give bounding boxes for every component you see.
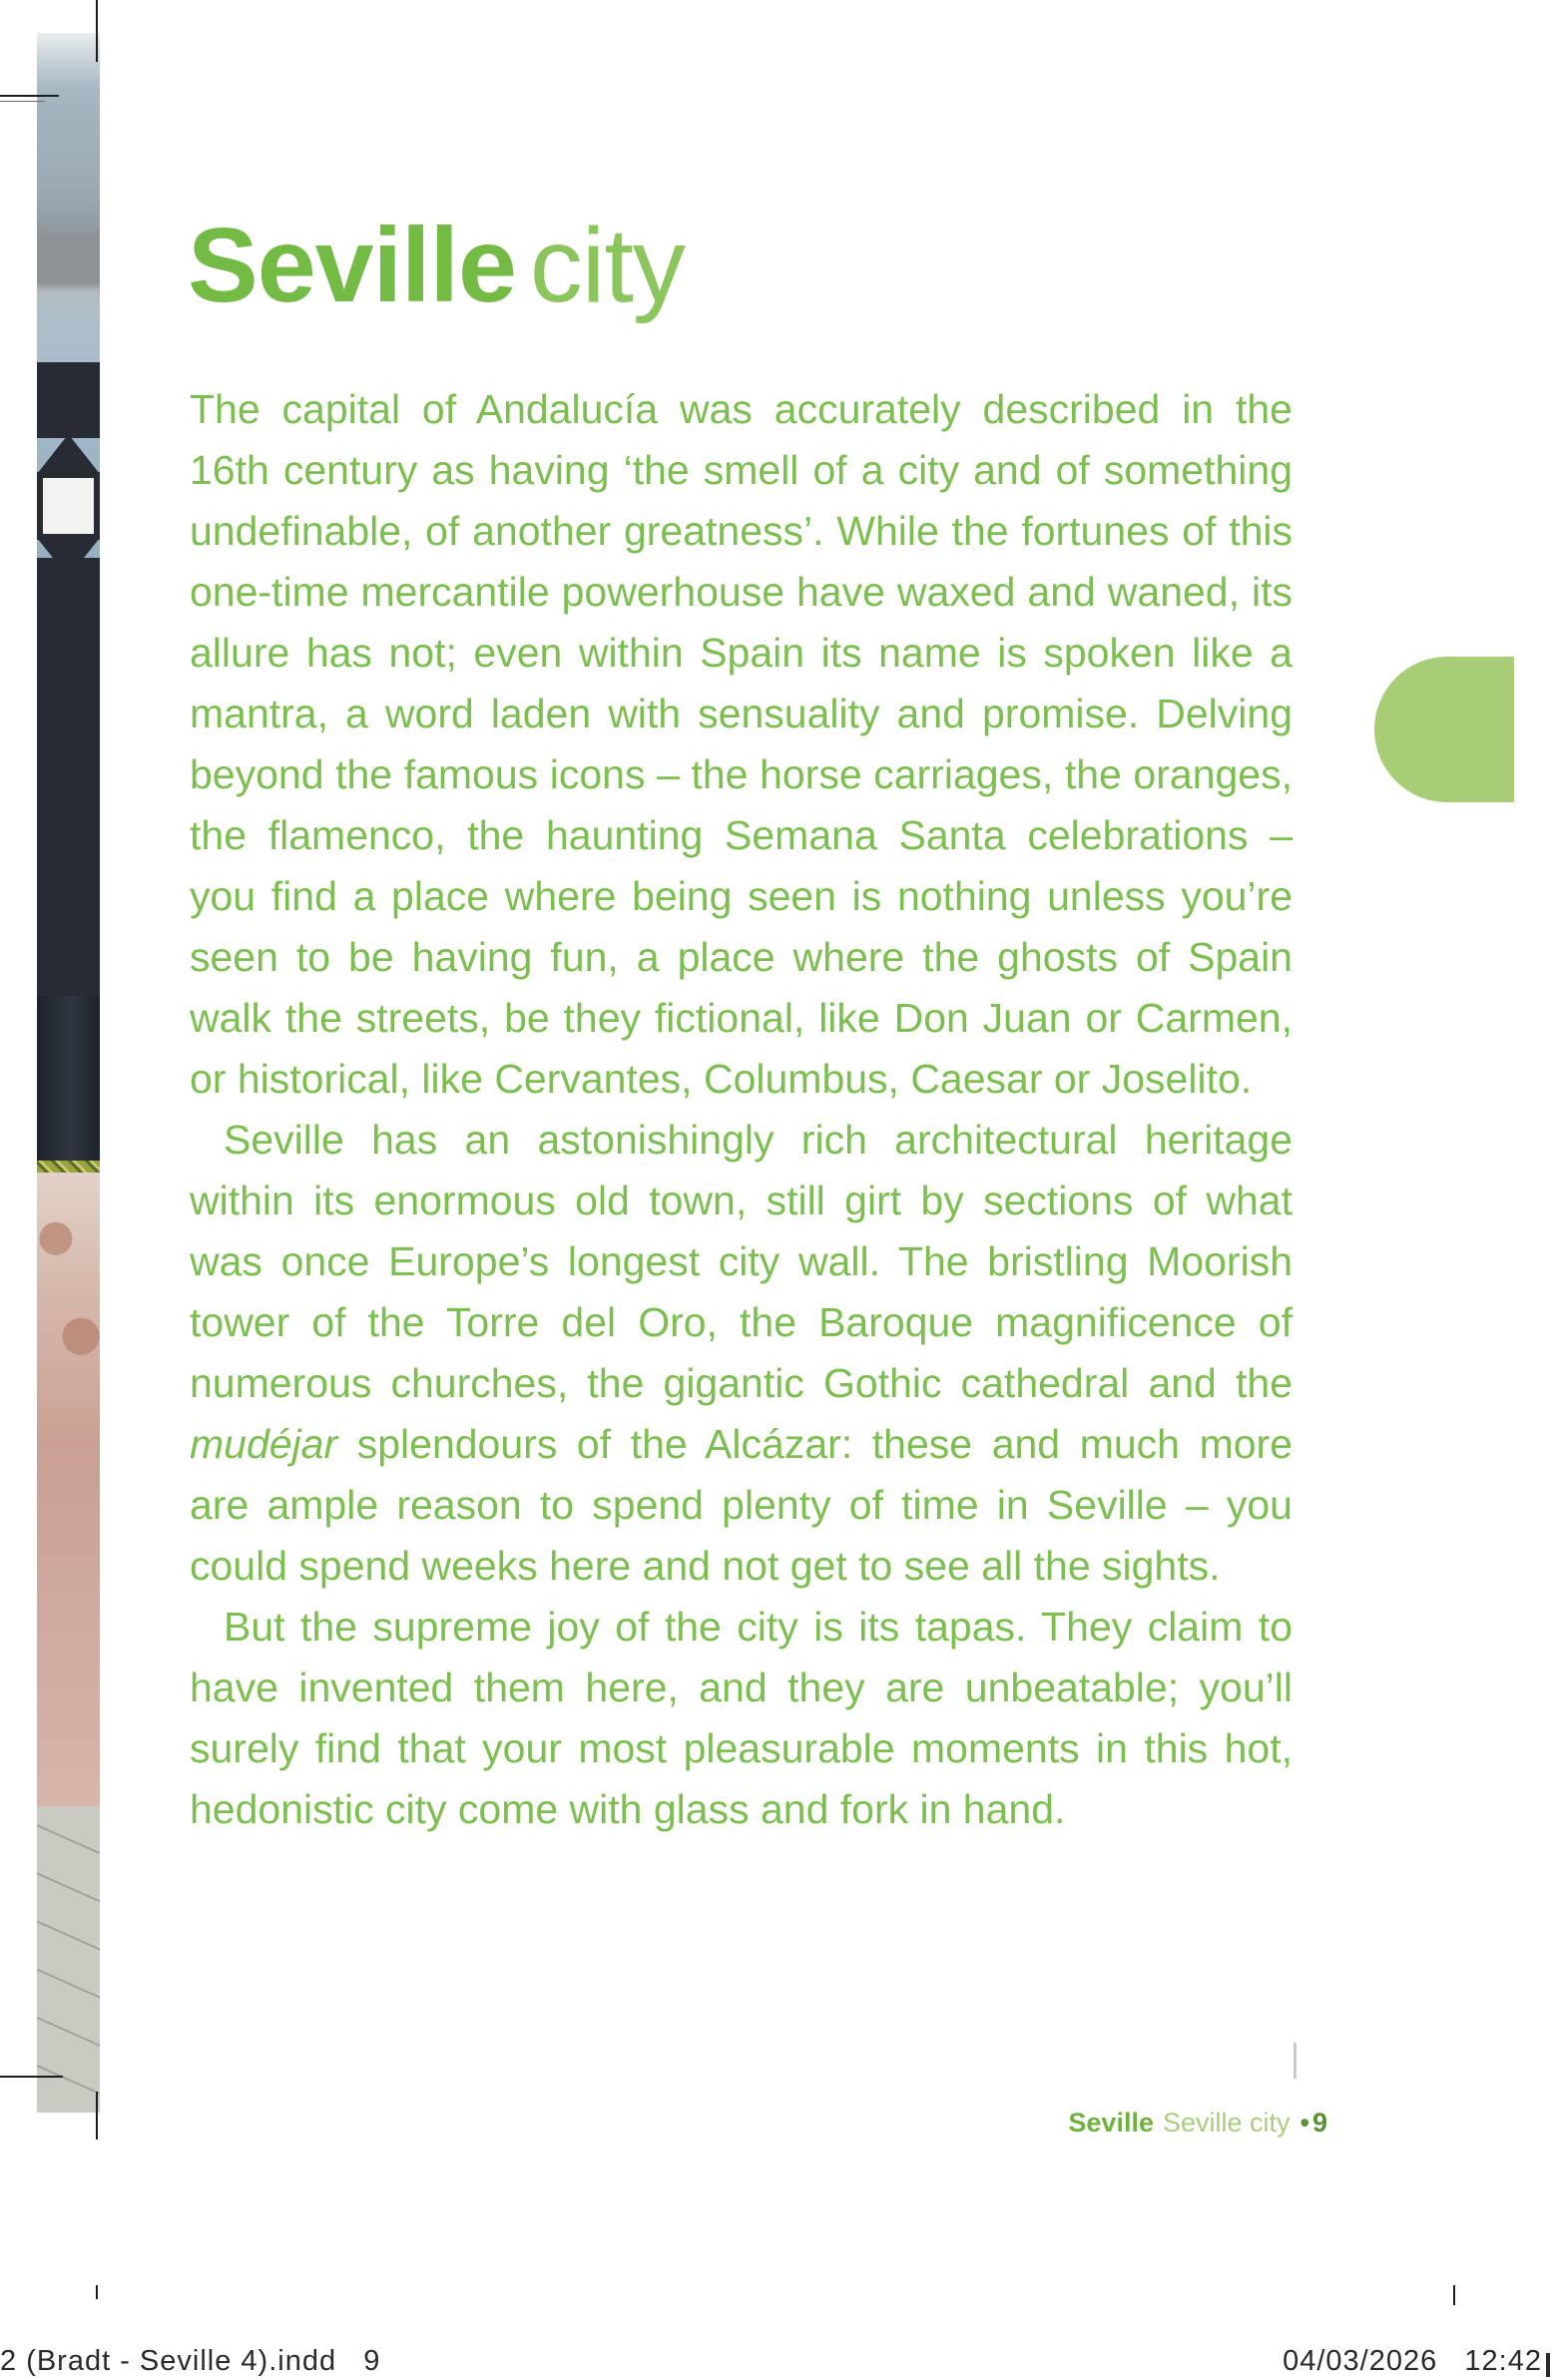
paragraph-text: Seville has an astonishingly rich architectural heritage within its enormous old town, still girt by sections of what was once Europe’s longest city wall. The bristling Moorish tower of the Torre del Oro, the Baroque magnificence of numerous churches, the gigantic Gothic cathedral and the [190,1117,1293,1406]
clipped-character-fragment [1546,2353,1550,2377]
footer-page-number: 9 [1311,2108,1327,2138]
italic-term-mudejar: mudéjar [190,1421,338,1467]
footer-bullet: • [1299,2108,1309,2138]
crop-mark-top-left-horizontal [0,95,59,97]
chapter-thumb-tab [1374,657,1514,802]
print-slug-filename: 2 (Bradt - Seville 4).indd 9 [0,2345,381,2377]
lamppost-pole [37,558,100,1007]
crop-mark-top-left-vertical [96,0,98,62]
lamppost-finial [37,362,100,438]
paragraph-text: splendours of the Alcázar: these and much more are ample reason to spend plenty of time in Seville – you could spend weeks here and not get to see all the sights. [190,1421,1293,1589]
photo-stone-wall [37,1437,100,1806]
photo-balustrade [37,1173,100,1437]
paragraph-text: But the supreme joy of the city is its tapas. They claim to have invented them here, and they are unbeatable; you’ll surely find that your most pleasurable moments in this hot, hedonistic city come with glass and fork in hand. [190,1604,1293,1832]
lamppost-ring [37,672,100,682]
footer-chapter-title: Seville city [1162,2108,1291,2138]
title-word-city: city [529,207,685,324]
page-title [188,208,685,324]
paragraph-architecture [190,1110,1293,1597]
seville-plaza-photo [37,33,100,2113]
crop-mark-bottom-left-horizontal [0,2076,63,2078]
body-text [190,379,1293,1840]
running-footer [1068,2108,1327,2139]
crop-mark-bottom-left-vertical [96,2092,98,2140]
paragraph-text: The capital of Andalucía was accurately described in the 16th century as having ‘the smell of a city and of something undefinable, of another greatness’. While the fortunes of this one-time mercantile powerhouse have waxed and waned, its allure has not; even within Spain its name is spoken like a mantra, a word laden with sensuality and promise. Delving beyond the famous icons – the horse carriages, the oranges, the flamenco, the haunting Semana Santa celebrations – you find a place where being seen is nothing unless you’re seen to be having fun, a place where the ghosts of Spain walk the streets, be they fictional, like Don Juan or Carmen, or historical, like Cervantes, Columbus, Caesar or Joselito. [190,386,1293,1102]
footer-book-title: Seville [1068,2108,1154,2138]
title-word-seville: Seville [188,207,516,324]
paragraph-intro [190,379,1293,1110]
text-frame-marker [1293,2043,1296,2079]
crop-mark-lower-left-vertical [96,2285,98,2299]
lamppost-lantern [37,472,100,540]
lamppost-ring [37,594,100,606]
print-slug-datetime: 04/03/2026 12:42 [1283,2345,1542,2377]
photo-pavement [37,1806,100,2113]
paragraph-tapas [190,1597,1293,1840]
crop-mark-lower-right-vertical [1453,2285,1455,2305]
crop-mark-top-left-horizontal-thin [0,101,45,102]
lamppost-base [37,996,100,1161]
